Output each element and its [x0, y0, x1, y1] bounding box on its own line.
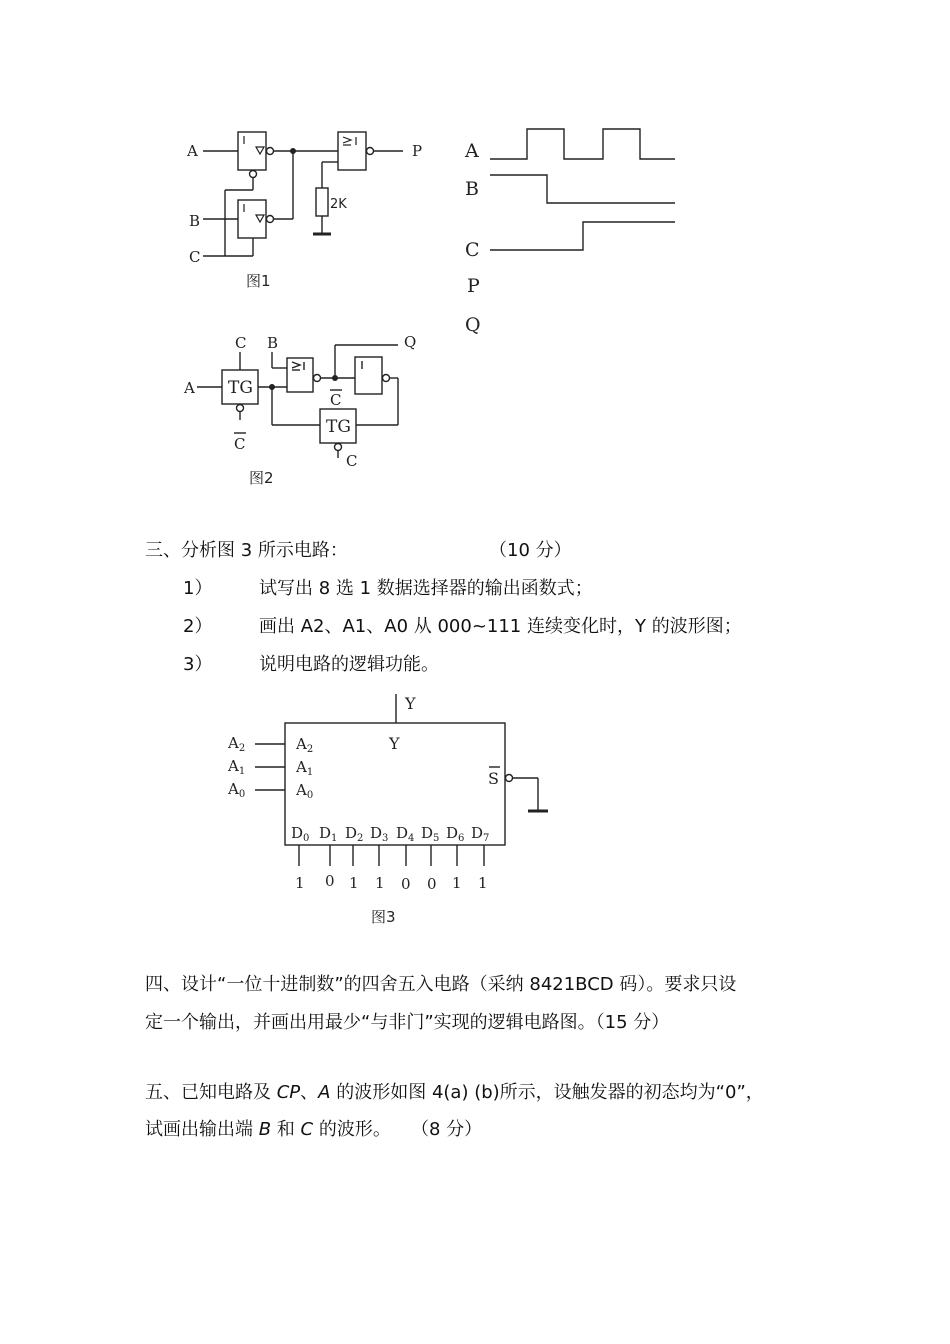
fig1-caption: 图1 [246, 272, 271, 290]
wave-label-c: C [465, 239, 480, 261]
fig3-value-d2: 1 [349, 874, 359, 892]
section3-item-1-text: 试写出 8 选 1 数据选择器的输出函数式； [259, 578, 593, 599]
fig3-pin-d1: $D_1$ [319, 824, 338, 844]
fig2-caption: 图2 [249, 469, 274, 487]
fig3-s-bar: S [488, 769, 499, 788]
figure-3 [220, 688, 560, 928]
fig2-label-c-bottom: C [346, 452, 358, 470]
waveform-b [490, 175, 675, 203]
fig1-resistor-label: 2K [330, 197, 347, 212]
fig3-y-in: Y [389, 734, 400, 753]
section5-line-2: 试画出输出端 B 和 C 的波形。 [145, 1119, 391, 1140]
fig3-value-d7: 1 [478, 874, 488, 892]
fig3-outer-a1: $A_1$ [228, 757, 246, 777]
section4-line-1: 四、设计“一位十进制数”的四舍五入电路（采纳 8421BCD 码）。要求只设 [145, 974, 737, 995]
figure-1 [175, 120, 435, 295]
section3-item-3-text: 说明电路的逻辑功能。 [259, 654, 439, 675]
section3-item-1-num: 1） [183, 578, 213, 599]
fig3-pin-d0: $D_0$ [291, 824, 310, 844]
fig3-inner-a2: $A_2$ [296, 735, 314, 755]
section3-title: 三、分析图 3 所示电路： [145, 540, 348, 561]
fig3-y-out: Y [405, 694, 416, 713]
fig3-value-d4: 0 [401, 875, 411, 893]
fig2-tg2-label: TG [326, 417, 351, 437]
fig3-value-d1: 0 [325, 872, 335, 890]
fig3-pin-d6: $D_6$ [446, 824, 465, 844]
section5-line-1: 五、已知电路及 CP、A 的波形如图 4(a) (b)所示，设触发器的初态均为“0”， [145, 1082, 764, 1103]
section3-item-2-text: 画出 A2、A1、A0 从 000~111 连续变化时，Y 的波形图； [259, 616, 742, 637]
fig2-label-c-top: C [235, 334, 247, 352]
fig3-caption: 图3 [371, 908, 396, 926]
section3-item-3-num: 3） [183, 654, 213, 675]
fig2-label-a: A [184, 379, 195, 397]
section5-points: （8 分） [411, 1119, 483, 1140]
fig3-pin-d5: $D_5$ [421, 824, 440, 844]
figure-2 [175, 330, 435, 492]
wave-label-p: P [467, 275, 480, 297]
waveform-c [490, 222, 675, 250]
fig1-label-a: A [187, 142, 198, 160]
fig3-outer-a0: $A_0$ [228, 780, 246, 800]
fig3-outer-a2: $A_2$ [228, 734, 246, 754]
fig3-pin-d7: $D_7$ [471, 824, 490, 844]
fig3-inner-a0: $A_0$ [296, 781, 314, 801]
fig2-label-cbar-left: C [234, 435, 246, 453]
fig1-label-c: C [189, 248, 201, 266]
waveform-a [490, 129, 675, 159]
fig1-label-b: B [189, 212, 201, 230]
fig3-value-d6: 1 [452, 874, 462, 892]
wave-label-q: Q [465, 314, 481, 336]
section3-item-2-num: 2） [183, 616, 213, 637]
wave-label-b: B [465, 178, 479, 200]
wave-label-a: A [465, 140, 479, 162]
fig3-value-d0: 1 [295, 874, 305, 892]
section4-line-2: 定一个输出，并画出用最少“与非门”实现的逻辑电路图。（15 分） [145, 1012, 670, 1033]
fig3-value-d3: 1 [375, 874, 385, 892]
fig2-tg1-label: TG [228, 378, 253, 398]
fig1-label-p: P [412, 142, 423, 160]
fig2-label-q: Q [404, 333, 417, 351]
fig2-label-b: B [267, 334, 279, 352]
section3-points: （10 分） [489, 540, 572, 561]
fig2-label-cbar-mid: C [330, 391, 342, 409]
fig3-pin-d4: $D_4$ [396, 824, 415, 844]
fig3-value-d5: 0 [427, 875, 437, 893]
waveform-diagram [460, 120, 680, 340]
fig3-pin-d3: $D_3$ [370, 824, 389, 844]
fig3-inner-a1: $A_1$ [296, 758, 314, 778]
fig3-pin-d2: $D_2$ [345, 824, 364, 844]
